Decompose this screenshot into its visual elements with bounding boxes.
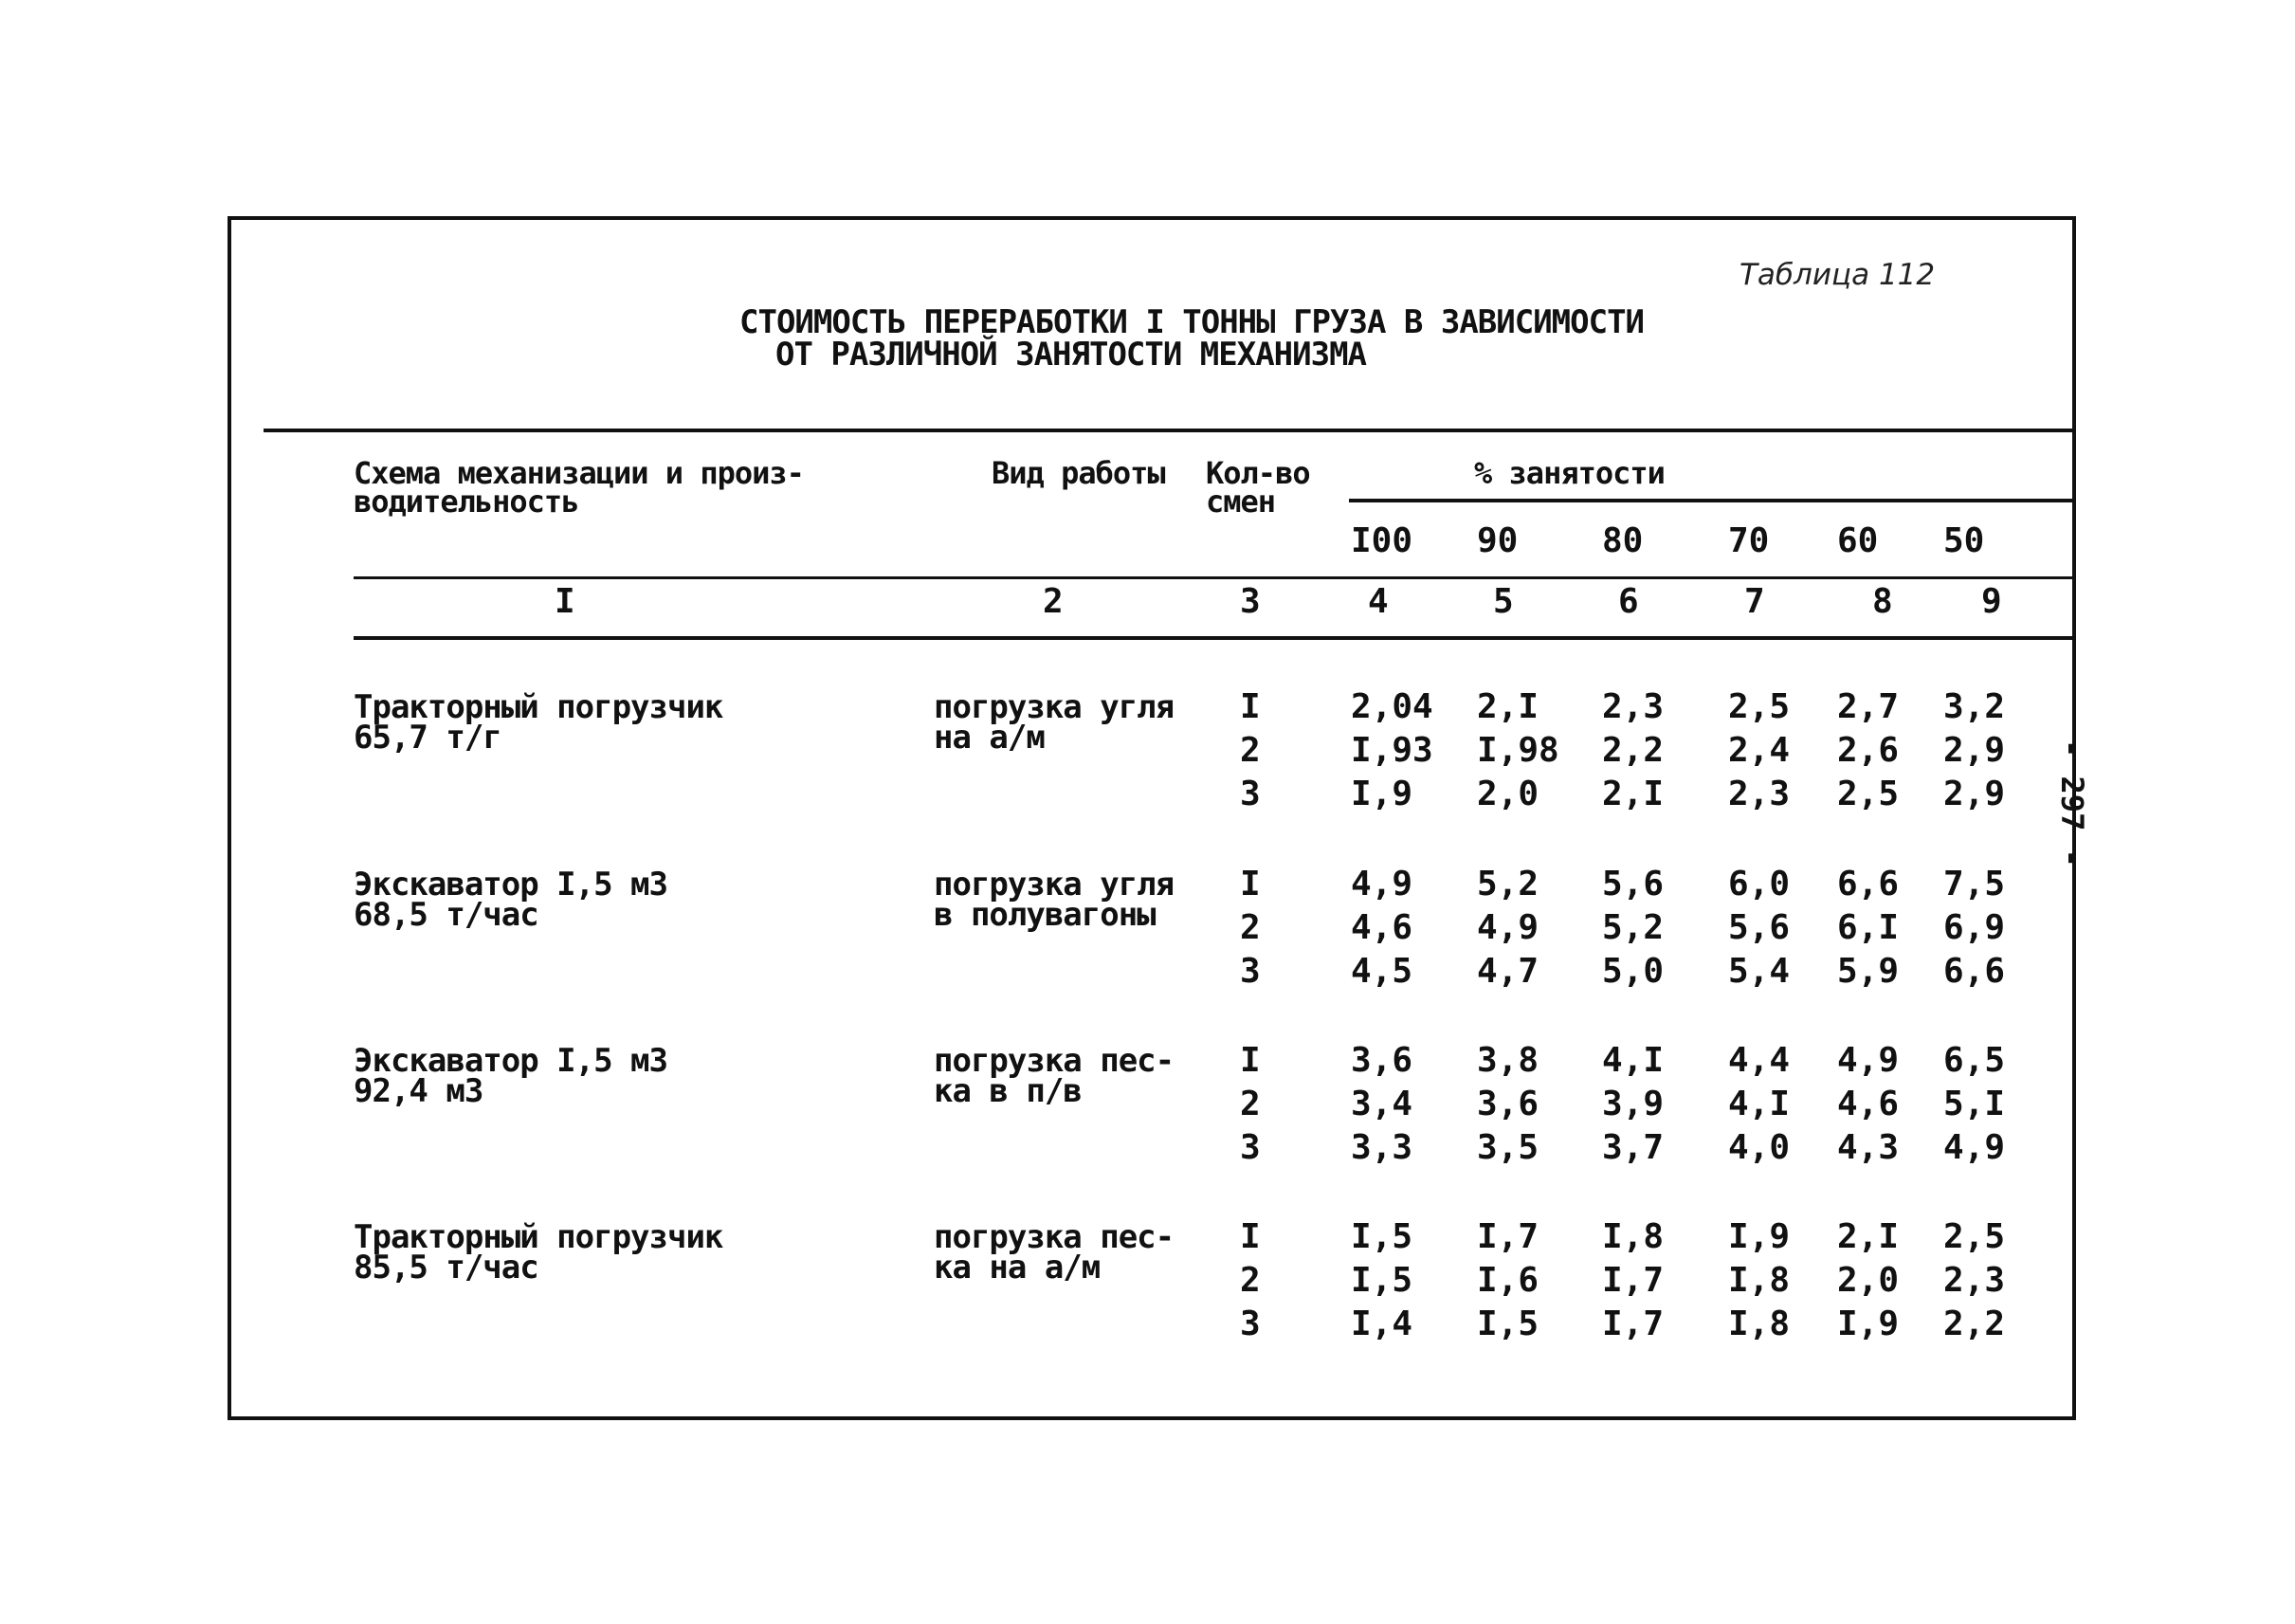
shift-count: I — [1240, 865, 1261, 903]
cost-value: 5,6 — [1728, 908, 1791, 947]
shift-count: 3 — [1240, 952, 1261, 991]
cost-value: I,8 — [1728, 1305, 1791, 1343]
shift-count: 3 — [1240, 1305, 1261, 1343]
cost-value: 6,6 — [1943, 952, 2006, 991]
mechanization-scheme-line2: 68,5 т/час — [354, 896, 538, 934]
cost-value: I,93 — [1351, 731, 1433, 770]
mechanization-scheme-line1: Тракторный погрузчик — [354, 688, 723, 726]
mechanization-scheme — [354, 1218, 723, 1286]
work-type-line1: погрузка угля — [934, 866, 1175, 903]
cost-value: 4,6 — [1351, 908, 1413, 947]
cost-value: I,9 — [1837, 1305, 1900, 1343]
cost-value: 4,0 — [1728, 1128, 1791, 1167]
cost-value: 2,4 — [1728, 731, 1791, 770]
mechanization-scheme — [354, 688, 723, 757]
work-type — [934, 866, 1175, 934]
cost-value: 2,9 — [1943, 775, 2006, 813]
shift-count: I — [1240, 687, 1261, 726]
cost-value: 4,5 — [1351, 952, 1413, 991]
cost-value: 3,6 — [1351, 1041, 1413, 1080]
table-title-line1: СТОИМОСТЬ ПЕРЕРАБОТКИ I ТОННЫ ГРУЗА В ЗАВИСИМОСТИ — [739, 303, 1645, 341]
cost-value: 2,6 — [1837, 731, 1900, 770]
cost-value: 2,0 — [1477, 775, 1539, 813]
cost-value: 5,0 — [1602, 952, 1665, 991]
column-number-4: 4 — [1368, 582, 1389, 621]
work-type-line2: ка на а/м — [934, 1249, 1101, 1286]
cost-value: I,7 — [1602, 1305, 1665, 1343]
cost-value: 3,2 — [1943, 687, 2006, 726]
column-number-6: 6 — [1618, 582, 1639, 621]
mechanization-scheme-line2: 92,4 м3 — [354, 1072, 483, 1110]
cost-value: I,7 — [1602, 1261, 1665, 1300]
header-scheme-line1: Схема механизации и произ- — [354, 455, 804, 491]
cost-value: 4,I — [1728, 1085, 1791, 1123]
cost-value: 4,4 — [1728, 1041, 1791, 1080]
cost-value: 2,5 — [1837, 775, 1900, 813]
cost-value: 3,5 — [1477, 1128, 1539, 1167]
occupancy-rule — [1349, 499, 2074, 502]
cost-value: 2,04 — [1351, 687, 1433, 726]
cost-value: 5,2 — [1602, 908, 1665, 947]
cost-value: 6,9 — [1943, 908, 2006, 947]
column-number-1: I — [555, 582, 575, 621]
work-type-line1: погрузка пес- — [934, 1042, 1175, 1080]
cost-value: 2,I — [1837, 1217, 1900, 1256]
percent-header-5: 60 — [1837, 521, 1879, 560]
mechanization-scheme-line1: Экскаватор I,5 м3 — [354, 1042, 667, 1080]
cost-value: 4,9 — [1943, 1128, 2006, 1167]
work-type — [934, 1042, 1175, 1110]
header-scheme-line2: водительность — [354, 484, 579, 520]
cost-value: 2,0 — [1837, 1261, 1900, 1300]
cost-value: 3,4 — [1351, 1085, 1413, 1123]
cost-value: I,98 — [1477, 731, 1559, 770]
cost-value: 2,7 — [1837, 687, 1900, 726]
work-type-line1: погрузка угля — [934, 688, 1175, 726]
cost-value: 4,9 — [1351, 865, 1413, 903]
cost-value: 6,5 — [1943, 1041, 2006, 1080]
cost-value: 4,9 — [1477, 908, 1539, 947]
cost-value: 2,3 — [1728, 775, 1791, 813]
shift-count: I — [1240, 1041, 1261, 1080]
cost-value: 3,6 — [1477, 1085, 1539, 1123]
cost-value: 5,6 — [1602, 865, 1665, 903]
cost-value: I,5 — [1351, 1261, 1413, 1300]
mechanization-scheme-line1: Экскаватор I,5 м3 — [354, 866, 667, 903]
column-numbers-rule — [354, 636, 2074, 640]
header-shifts-line2: смен — [1206, 484, 1276, 520]
work-type-line2: на а/м — [934, 719, 1045, 757]
cost-value: 2,2 — [1943, 1305, 2006, 1343]
header-bottom-rule — [354, 576, 2074, 579]
cost-value: 2,I — [1602, 775, 1665, 813]
column-number-2: 2 — [1043, 582, 1064, 621]
column-number-8: 8 — [1872, 582, 1893, 621]
cost-value: 5,4 — [1728, 952, 1791, 991]
header-work-type: Вид работы — [992, 455, 1165, 491]
cost-value: I,7 — [1477, 1217, 1539, 1256]
cost-value: I,8 — [1602, 1217, 1665, 1256]
shift-count: 2 — [1240, 908, 1261, 947]
cost-value: 2,3 — [1943, 1261, 2006, 1300]
cost-value: 6,I — [1837, 908, 1900, 947]
work-type-line2: ка в п/в — [934, 1072, 1082, 1110]
shift-count: 3 — [1240, 775, 1261, 813]
percent-header-3: 80 — [1602, 521, 1644, 560]
shift-count: I — [1240, 1217, 1261, 1256]
cost-value: I,9 — [1351, 775, 1413, 813]
cost-value: 3,3 — [1351, 1128, 1413, 1167]
work-type — [934, 1218, 1175, 1286]
cost-value: 4,I — [1602, 1041, 1665, 1080]
shift-count: 2 — [1240, 1085, 1261, 1123]
mechanization-scheme — [354, 1042, 667, 1110]
percent-header-1: I00 — [1351, 521, 1413, 560]
header-occupancy: % занятости — [1474, 455, 1665, 491]
cost-value: 3,7 — [1602, 1128, 1665, 1167]
cost-value: 2,3 — [1602, 687, 1665, 726]
percent-header-6: 50 — [1943, 521, 1985, 560]
cost-value: 2,I — [1477, 687, 1539, 726]
cost-value: 5,2 — [1477, 865, 1539, 903]
work-type — [934, 688, 1175, 757]
cost-value: I,8 — [1728, 1261, 1791, 1300]
column-number-7: 7 — [1744, 582, 1765, 621]
cost-value: 3,9 — [1602, 1085, 1665, 1123]
cost-value: I,5 — [1351, 1217, 1413, 1256]
cost-value: 3,8 — [1477, 1041, 1539, 1080]
cost-value: 2,2 — [1602, 731, 1665, 770]
header-top-rule — [264, 429, 2074, 432]
cost-value: 4,3 — [1837, 1128, 1900, 1167]
cost-value: 6,6 — [1837, 865, 1900, 903]
cost-value: 5,I — [1943, 1085, 2006, 1123]
cost-value: 2,5 — [1943, 1217, 2006, 1256]
header-shifts — [1206, 455, 1310, 520]
table-caption: Таблица 112 — [1739, 258, 1936, 292]
cost-value: 6,0 — [1728, 865, 1791, 903]
shift-count: 2 — [1240, 1261, 1261, 1300]
cost-value: 2,5 — [1728, 687, 1791, 726]
cost-value: I,5 — [1477, 1305, 1539, 1343]
mechanization-scheme-line2: 65,7 т/г — [354, 719, 501, 757]
cost-value: I,9 — [1728, 1217, 1791, 1256]
column-number-5: 5 — [1493, 582, 1514, 621]
cost-value: 5,9 — [1837, 952, 1900, 991]
shift-count: 3 — [1240, 1128, 1261, 1167]
page-number: - 297 - — [2054, 739, 2090, 867]
cost-value: 4,9 — [1837, 1041, 1900, 1080]
percent-header-4: 70 — [1728, 521, 1770, 560]
cost-value: I,6 — [1477, 1261, 1539, 1300]
mechanization-scheme — [354, 866, 667, 934]
table-title-line2: ОТ РАЗЛИЧНОЙ ЗАНЯТОСТИ МЕХАНИЗМА — [775, 336, 1367, 374]
mechanization-scheme-line2: 85,5 т/час — [354, 1249, 538, 1286]
header-shifts-line1: Кол-во — [1206, 455, 1310, 491]
cost-value: 4,6 — [1837, 1085, 1900, 1123]
mechanization-scheme-line1: Тракторный погрузчик — [354, 1218, 723, 1256]
work-type-line2: в полувагоны — [934, 896, 1156, 934]
cost-value: 7,5 — [1943, 865, 2006, 903]
cost-value: 4,7 — [1477, 952, 1539, 991]
header-scheme — [354, 455, 804, 520]
cost-value: 2,9 — [1943, 731, 2006, 770]
work-type-line1: погрузка пес- — [934, 1218, 1175, 1256]
column-number-9: 9 — [1981, 582, 2002, 621]
column-number-3: 3 — [1240, 582, 1261, 621]
shift-count: 2 — [1240, 731, 1261, 770]
cost-value: I,4 — [1351, 1305, 1413, 1343]
percent-header-2: 90 — [1477, 521, 1519, 560]
